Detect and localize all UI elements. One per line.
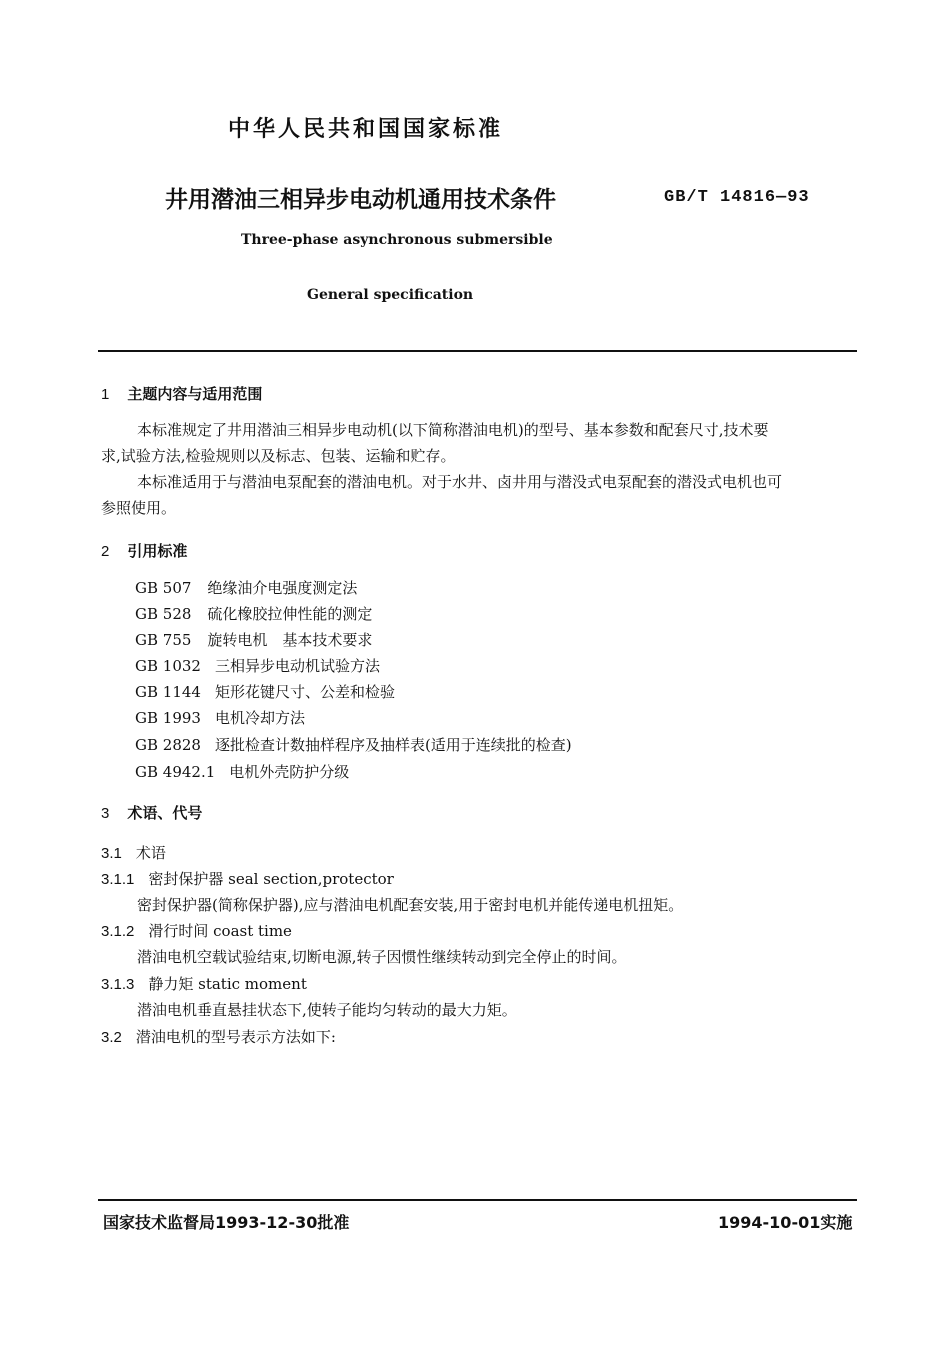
national-standard-heading: 中华人民共和国国家标准	[228, 117, 504, 142]
document-title-en-line1: Three-phase asynchronous submersible	[241, 232, 553, 248]
reference-name: 三相异步电动机试验方法	[214, 657, 380, 675]
reference-code: GB 528	[135, 605, 192, 623]
section-title: 主题内容与适用范围	[127, 385, 263, 403]
reference-item	[135, 606, 372, 623]
term-name: 静力矩 static moment	[148, 975, 307, 993]
term-3-1-2	[101, 923, 292, 940]
subsection-title: 潜油电机的型号表示方法如下:	[135, 1028, 336, 1046]
section-number: 3	[101, 805, 110, 822]
reference-code: GB 1144	[135, 683, 201, 701]
term-number: 3.1.2	[101, 923, 135, 940]
header-divider	[98, 350, 857, 352]
term-name: 滑行时间 coast time	[148, 922, 292, 940]
reference-code: GB 1032	[135, 657, 201, 675]
term-number: 3.1.1	[101, 871, 135, 888]
section-number: 2	[101, 543, 110, 560]
reference-item	[135, 632, 372, 649]
reference-item	[135, 684, 395, 701]
reference-code: GB 507	[135, 579, 192, 597]
reference-name: 电机外壳防护分级	[229, 763, 350, 781]
subsection-number: 3.2	[101, 1029, 122, 1046]
footer-divider	[98, 1199, 857, 1201]
reference-name: 旋转电机 基本技术要求	[207, 631, 373, 649]
standard-code: GB/T 14816—93	[664, 188, 810, 207]
section-1-heading	[101, 386, 262, 403]
section-title: 术语、代号	[127, 804, 203, 822]
s1-paragraph-2-line-2: 参照使用。	[101, 499, 177, 517]
s1-paragraph-1-line-1: 本标准规定了井用潜油三相异步电动机(以下简称潜油电机)的型号、基本参数和配套尺寸,技术要	[137, 421, 769, 439]
term-name: 密封保护器 seal section,protector	[148, 870, 394, 888]
term-number: 3.1.3	[101, 976, 135, 993]
reference-name: 逐批检查计数抽样程序及抽样表(适用于连续批的检查)	[214, 736, 572, 754]
section-2-heading	[101, 543, 187, 560]
document-title-cn: 井用潜油三相异步电动机通用技术条件	[165, 187, 556, 213]
reference-item	[135, 658, 380, 675]
term-3-1-1-definition: 密封保护器(简称保护器),应与潜油电机配套安装,用于密封电机并能传递电机扭矩。	[137, 896, 684, 914]
reference-code: GB 755	[135, 631, 192, 649]
reference-code: GB 1993	[135, 709, 201, 727]
term-3-1-2-definition: 潜油电机空载试验结束,切断电源,转子因惯性继续转动到完全停止的时间。	[137, 948, 627, 966]
reference-item	[135, 580, 357, 597]
effective-date-line: 1994-10-01实施	[718, 1213, 853, 1232]
s1-paragraph-1-line-2: 求,试验方法,检验规则以及标志、包装、运输和贮存。	[101, 447, 456, 465]
reference-name: 矩形花键尺寸、公差和检验	[214, 683, 395, 701]
section-title: 引用标准	[127, 542, 188, 560]
subsection-3-1-heading	[101, 845, 166, 862]
term-3-1-3	[101, 976, 307, 993]
document-title-en-line2: General specification	[307, 287, 474, 303]
reference-item	[135, 710, 305, 727]
reference-item	[135, 764, 349, 781]
s1-paragraph-2-line-1: 本标准适用于与潜油电泵配套的潜油电机。对于水井、卤井用与潜没式电泵配套的潜没式电机也可	[137, 473, 783, 491]
subsection-3-2-heading	[101, 1029, 336, 1046]
section-number: 1	[101, 386, 110, 403]
approval-line: 国家技术监督局1993-12-30批准	[103, 1213, 350, 1232]
reference-name: 电机冷却方法	[214, 709, 305, 727]
term-3-1-3-definition: 潜油电机垂直悬挂状态下,使转子能均匀转动的最大力矩。	[137, 1001, 517, 1019]
subsection-title: 术语	[135, 844, 166, 862]
reference-name: 硫化橡胶拉伸性能的测定	[207, 605, 373, 623]
term-3-1-1	[101, 871, 394, 888]
reference-name: 绝缘油介电强度测定法	[207, 579, 358, 597]
section-3-heading	[101, 805, 202, 822]
reference-item	[135, 737, 572, 754]
reference-code: GB 2828	[135, 736, 201, 754]
reference-code: GB 4942.1	[135, 763, 216, 781]
subsection-number: 3.1	[101, 845, 122, 862]
